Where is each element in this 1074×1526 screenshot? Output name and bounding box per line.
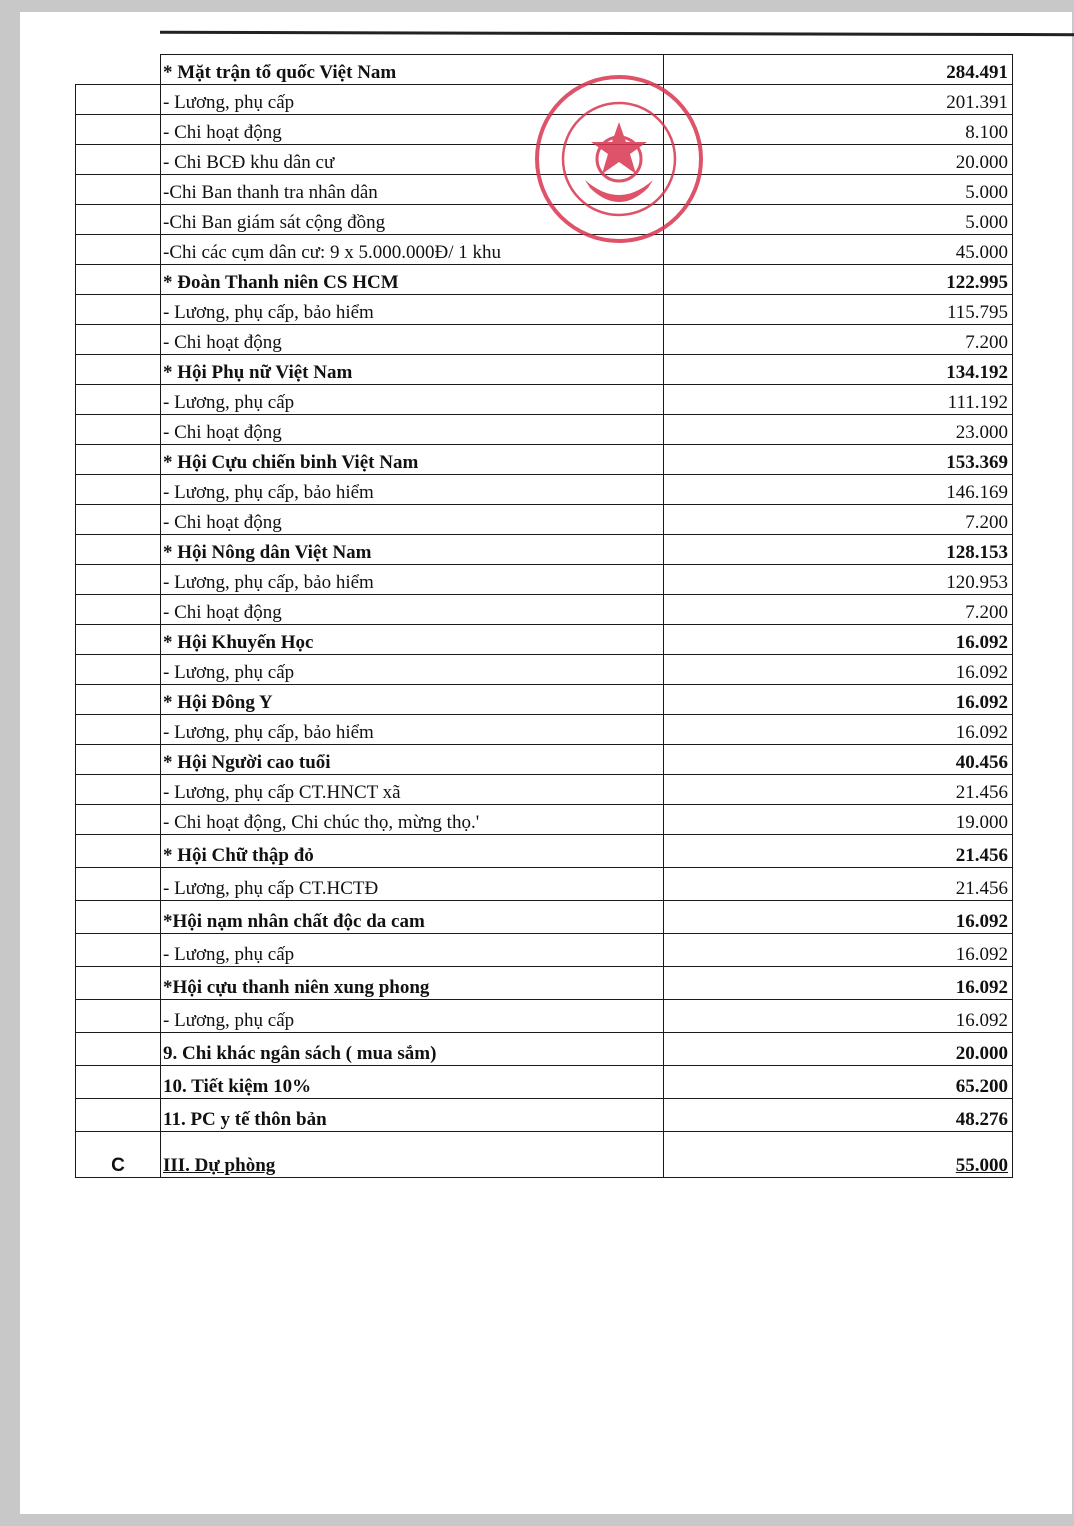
table-row [76, 595, 1013, 625]
table-row [76, 205, 1013, 235]
row-code [76, 1000, 161, 1033]
row-label: - Lương, phụ cấp, bảo hiểm [161, 475, 664, 505]
table-row [76, 805, 1013, 835]
row-code [76, 715, 161, 745]
budget-table [75, 54, 1013, 1178]
row-code [76, 535, 161, 565]
row-label: - Chi BCĐ khu dân cư [161, 145, 664, 175]
table-row [76, 55, 1013, 85]
row-code: C [76, 1132, 161, 1178]
row-amount: 16.092 [664, 655, 1013, 685]
table-row [76, 355, 1013, 385]
row-amount: 21.456 [664, 835, 1013, 868]
row-code [76, 655, 161, 685]
table-row [76, 1066, 1013, 1099]
row-label: * Hội Khuyến Học [161, 625, 664, 655]
row-code [76, 868, 161, 901]
table-row [76, 625, 1013, 655]
table-row [76, 775, 1013, 805]
table-row [76, 175, 1013, 205]
row-amount: 128.153 [664, 535, 1013, 565]
table-row [76, 1000, 1013, 1033]
row-code [76, 625, 161, 655]
row-amount: 153.369 [664, 445, 1013, 475]
table-row [76, 505, 1013, 535]
row-amount: 122.995 [664, 265, 1013, 295]
table-row [76, 685, 1013, 715]
row-amount: 20.000 [664, 145, 1013, 175]
row-code [76, 115, 161, 145]
row-label: - Chi hoạt động [161, 325, 664, 355]
row-label: * Hội Đông Y [161, 685, 664, 715]
table-row [76, 85, 1013, 115]
table-row [76, 565, 1013, 595]
row-code [76, 1066, 161, 1099]
table-row [76, 745, 1013, 775]
row-label: -Chi các cụm dân cư: 9 x 5.000.000Đ/ 1 khu [161, 235, 664, 265]
table-row [76, 655, 1013, 685]
row-amount: 134.192 [664, 355, 1013, 385]
row-label: - Chi hoạt động [161, 505, 664, 535]
row-code [76, 325, 161, 355]
table-row [76, 967, 1013, 1000]
row-label: - Lương, phụ cấp, bảo hiểm [161, 715, 664, 745]
row-label: - Lương, phụ cấp [161, 1000, 664, 1033]
row-amount: 5.000 [664, 205, 1013, 235]
table-row [76, 1099, 1013, 1132]
row-label: 10. Tiết kiệm 10% [161, 1066, 664, 1099]
table-row [76, 145, 1013, 175]
table-row [76, 868, 1013, 901]
row-amount: 7.200 [664, 595, 1013, 625]
row-code [76, 805, 161, 835]
row-code [76, 565, 161, 595]
row-code [76, 934, 161, 967]
row-amount: 16.092 [664, 967, 1013, 1000]
table-row [76, 265, 1013, 295]
row-label: - Lương, phụ cấp, bảo hiểm [161, 565, 664, 595]
row-label: - Lương, phụ cấp, bảo hiểm [161, 295, 664, 325]
row-amount: 20.000 [664, 1033, 1013, 1066]
row-label: - Chi hoạt động [161, 595, 664, 625]
row-label: 9. Chi khác ngân sách ( mua sắm) [161, 1033, 664, 1066]
row-code [76, 835, 161, 868]
row-amount: 120.953 [664, 565, 1013, 595]
table-row [76, 535, 1013, 565]
row-amount: 65.200 [664, 1066, 1013, 1099]
row-amount: 111.192 [664, 385, 1013, 415]
table-row [76, 325, 1013, 355]
row-code [76, 205, 161, 235]
row-code [76, 745, 161, 775]
table-row [76, 934, 1013, 967]
row-code [76, 355, 161, 385]
row-code [76, 85, 161, 115]
row-label: - Chi hoạt động [161, 415, 664, 445]
table-row [76, 115, 1013, 145]
row-label: -Chi Ban giám sát cộng đồng [161, 205, 664, 235]
row-label: * Hội Nông dân Việt Nam [161, 535, 664, 565]
row-amount: 115.795 [664, 295, 1013, 325]
row-label: - Lương, phụ cấp CT.HCTĐ [161, 868, 664, 901]
table-row [76, 415, 1013, 445]
row-amount: 5.000 [664, 175, 1013, 205]
row-amount: 19.000 [664, 805, 1013, 835]
row-code [76, 967, 161, 1000]
row-code [76, 55, 161, 85]
table-row [76, 1033, 1013, 1066]
row-label: - Lương, phụ cấp [161, 85, 664, 115]
row-code [76, 475, 161, 505]
row-code [76, 175, 161, 205]
row-label: * Đoàn Thanh niên CS HCM [161, 265, 664, 295]
row-code [76, 595, 161, 625]
row-label: * Hội Chữ thập đỏ [161, 835, 664, 868]
row-label: - Chi hoạt động [161, 115, 664, 145]
row-amount: 8.100 [664, 115, 1013, 145]
row-amount: 16.092 [664, 1000, 1013, 1033]
row-label: *Hội nạm nhân chất độc da cam [161, 901, 664, 934]
row-amount: 7.200 [664, 505, 1013, 535]
table-row [76, 1132, 1013, 1178]
row-label: - Lương, phụ cấp CT.HNCT xã [161, 775, 664, 805]
row-code [76, 415, 161, 445]
row-amount: 16.092 [664, 934, 1013, 967]
row-amount: 21.456 [664, 868, 1013, 901]
top-rule [160, 31, 1074, 36]
row-label: - Lương, phụ cấp [161, 934, 664, 967]
row-amount: 284.491 [664, 55, 1013, 85]
row-amount: 40.456 [664, 745, 1013, 775]
row-amount: 16.092 [664, 625, 1013, 655]
row-amount: 48.276 [664, 1099, 1013, 1132]
row-label: 11. PC y tế thôn bản [161, 1099, 664, 1132]
row-code [76, 265, 161, 295]
row-label: * Mặt trận tổ quốc Việt Nam [161, 55, 664, 85]
row-label: * Hội Cựu chiến binh Việt Nam [161, 445, 664, 475]
row-amount: 146.169 [664, 475, 1013, 505]
table-row [76, 475, 1013, 505]
row-label: * Hội Phụ nữ Việt Nam [161, 355, 664, 385]
row-amount: 16.092 [664, 715, 1013, 745]
row-amount: 16.092 [664, 685, 1013, 715]
row-label: - Lương, phụ cấp [161, 655, 664, 685]
row-code [76, 385, 161, 415]
row-label: - Chi hoạt động, Chi chúc thọ, mừng thọ.' [161, 805, 664, 835]
table-row [76, 445, 1013, 475]
row-code [76, 505, 161, 535]
row-label: * Hội Người cao tuổi [161, 745, 664, 775]
row-label: *Hội cựu thanh niên xung phong [161, 967, 664, 1000]
row-code [76, 1099, 161, 1132]
row-code [76, 685, 161, 715]
table-row [76, 715, 1013, 745]
row-code [76, 235, 161, 265]
table-row [76, 901, 1013, 934]
row-code [76, 775, 161, 805]
row-amount: 201.391 [664, 85, 1013, 115]
row-amount: 7.200 [664, 325, 1013, 355]
row-amount: 23.000 [664, 415, 1013, 445]
row-amount: 16.092 [664, 901, 1013, 934]
row-amount: 45.000 [664, 235, 1013, 265]
row-label: - Lương, phụ cấp [161, 385, 664, 415]
row-code [76, 445, 161, 475]
row-label: III. Dự phòng [161, 1132, 664, 1178]
table-row [76, 385, 1013, 415]
row-label: -Chi Ban thanh tra nhân dân [161, 175, 664, 205]
row-code [76, 1033, 161, 1066]
table-row [76, 235, 1013, 265]
row-code [76, 145, 161, 175]
row-code [76, 901, 161, 934]
row-amount: 55.000 [664, 1132, 1013, 1178]
table-row [76, 835, 1013, 868]
table-row [76, 295, 1013, 325]
row-code [76, 295, 161, 325]
row-amount: 21.456 [664, 775, 1013, 805]
